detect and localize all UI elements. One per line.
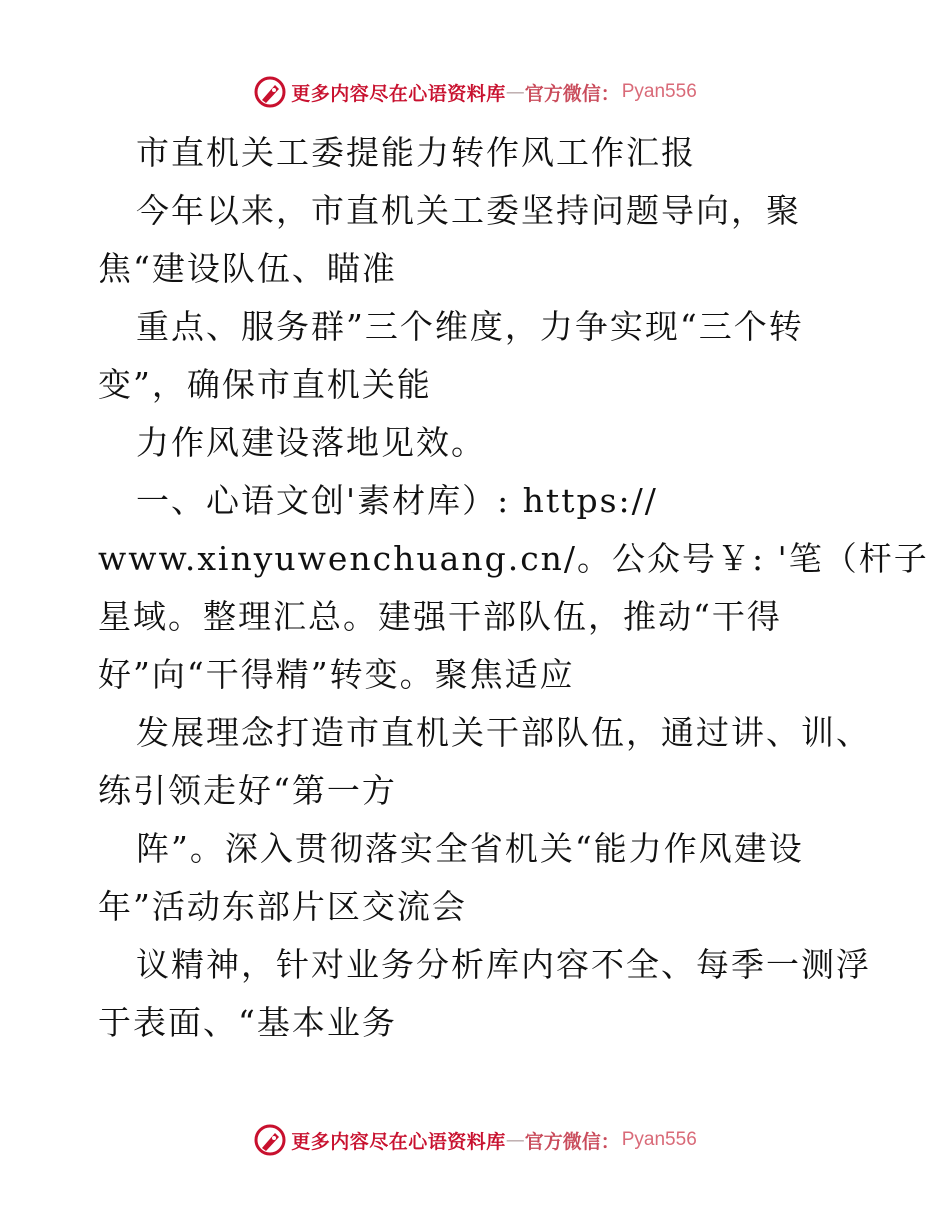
text-line: 发展理念打造市直机关干部队伍，通过讲、训、 bbox=[136, 713, 871, 752]
text-line: www.xinyuwenchuang.cn/。公众号￥: '笔（杆子 bbox=[98, 539, 929, 578]
banner-main-text: 更多内容尽在心语资料库 bbox=[291, 1130, 506, 1153]
banner-content bbox=[253, 75, 697, 109]
text-line: 今年以来，市直机关工委坚持问题导向，聚 bbox=[136, 191, 801, 230]
text-line: 阵”。深入贯彻落实全省机关“能力作风建设 bbox=[136, 829, 804, 868]
text-line: 重点、服务群”三个维度，力争实现“三个转 bbox=[136, 307, 804, 346]
banner-content bbox=[253, 1123, 697, 1157]
text-line: 力作风建设落地见效。 bbox=[136, 423, 486, 462]
text-line: 变”，确保市直机关能 bbox=[98, 365, 432, 404]
pen-nib-logo-icon bbox=[253, 1123, 287, 1157]
text-line: 好”向“干得精”转变。聚焦适应 bbox=[98, 655, 575, 694]
header-banner bbox=[0, 72, 950, 112]
banner-wechat-label: 官方微信： bbox=[524, 82, 620, 105]
banner-wechat-id: Pyan556 bbox=[621, 1129, 697, 1150]
text-line: 星域。整理汇总。建强干部队伍，推动“干得 bbox=[98, 597, 782, 636]
text-line: 练引领走好“第一方 bbox=[98, 771, 397, 810]
text-line: 焦“建设队伍、瞄准 bbox=[98, 249, 397, 288]
banner-wechat-id: Pyan556 bbox=[621, 81, 697, 102]
banner-main-text: 更多内容尽在心语资料库 bbox=[291, 82, 506, 105]
footer-banner bbox=[0, 1120, 950, 1160]
text-line: 年”活动东部片区交流会 bbox=[98, 887, 467, 926]
banner-separator: — bbox=[505, 81, 525, 103]
text-line: 于表面、“基本业务 bbox=[98, 1003, 397, 1042]
document-body bbox=[98, 124, 929, 1052]
banner-wechat-label: 官方微信： bbox=[524, 1130, 620, 1153]
document-title: 市直机关工委提能力转作风工作汇报 bbox=[136, 133, 696, 172]
pen-nib-logo-icon bbox=[253, 75, 287, 109]
text-line: 一、心语文创'素材库）: https:// bbox=[136, 481, 658, 520]
banner-separator: — bbox=[505, 1129, 525, 1151]
text-line: 议精神，针对业务分析库内容不全、每季一测浮 bbox=[136, 945, 871, 984]
